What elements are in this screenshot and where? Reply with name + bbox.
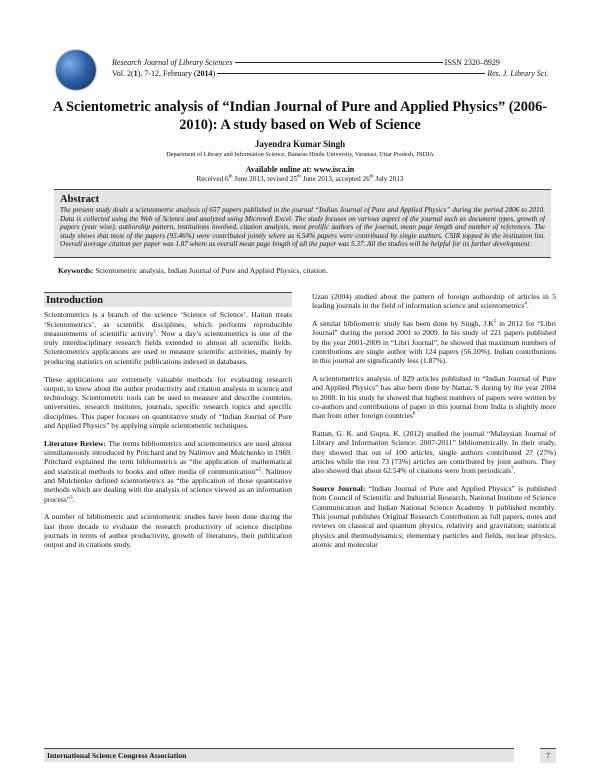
abstract-box xyxy=(54,189,551,258)
volume-info: Vol. 2(1), 7-12, February (2014) xyxy=(112,69,216,78)
footer-organization: International Science Congress Association xyxy=(44,748,514,762)
availability: Available online at: www.isca.in xyxy=(245,165,355,174)
intro-paragraph-2: These applications are extremely valuable methods for evaluating research output, to know about the author productivity and citation analysis in science and technology. Scientometric tools can be used to measure and describe countries, universities, research institutes, journals, specific research topics and specific disciplines. This paper focuses on quantitative study of “Indian Journal of Pure and Applied Physics” by applying simple scientometric techniques. xyxy=(44,374,292,431)
intro-paragraph-1: Scientometrics is a branch of the science ‘Science of Science’. Haitun treats ‘Scientometrics’, as scientific disciplines, which performs reproducible measurements of scientific activity$^1$. Now a day’s scientometrics is one of the truly interdisciplinary research fields extended to almost all scientific fields. Scientometrics applications are used to measure scientific activities, mainly by producing statistics on scientific publications indexed in databases. xyxy=(44,310,292,366)
header-line-1 xyxy=(112,57,556,68)
header-line-2 xyxy=(112,68,556,79)
abstract-text: The present study deals a scientometric analysis of 657 papers published in the journal “Indian Journal of Pure and Applied Physics” during the period 2006 to 2010. Data is collected using the Web of Science and analyzed using Microsoft Excel. The study focuses on various aspect of the journal such as document types, growth of papers (year wise), authorship pattern, institutions involved, citation analysis, most prolific authors of the journal, mean page length and number of references. The study shows that most of the papers (93.46%) were contributed jointly where as 6.54% papers were contributed by single authors. CSIR topped in the institution list. Overall average citation per paper was 1.87 where as overall mean page length of all the paper was 5.37. All the studies will be helpful for its further development. xyxy=(60,206,545,248)
page-number: 7 xyxy=(540,748,556,763)
intro-paragraph-4: A number of bibliometric and scientometric studies have been done during the last three decade to evaluate the research productivity of science discipline journals in terms of author productivity, growth of literatures, their publication output and in citations study. xyxy=(44,512,292,550)
author-name: Jayendra Kumar Singh xyxy=(254,139,346,149)
right-paragraph-3: A scientometrics analysis of 829 articles published in “Indian Journal of Pure and Applied Physics” has also been done by Nattar, S during by the year 2004 to 2008. In his study he showed that highest numbers of papers were written by co-authors and contributions of paper in this journal from India is slightly more than from other foreign countries$^6$ xyxy=(312,374,556,421)
issn: ISSN 2320–8929 xyxy=(444,58,500,67)
journal-logo xyxy=(56,50,96,90)
right-column xyxy=(312,292,556,558)
header-rule xyxy=(217,72,485,74)
journal-name: Research Journal of Library Sciences xyxy=(112,58,233,67)
literature-review-paragraph: Literature Review: The terms bibliometrics and scientometrics are used almost simultaneously introduced by Pritchard and by Nalimov and Mulchenko in 1969. Pritchard explained the term bibliometrics as “the application of mathematical and statistical methods to books and other media of communication”$^2$. Nalimov and Mulchenko defined scientometrics as “the application of those quantitative methods which are dealing with the analysis of science viewed as an information process”$^3$. xyxy=(44,438,293,504)
right-paragraph-4: Rattan, G. K. and Gupta, K. (2012) studied the journal “Malaysian Journal of Library and Information Science: 2007-2011” bibliometrically. In their study, they showed that out of 100 articles, single authors contributed 27 (27%) articles while the rest 73 (73%) articles are contributed by joint authors. They also showed that about 62.54% of citations were from periodicals$^7$. xyxy=(312,429,556,476)
keywords: Keywords: Scientometric analysis, Indian Journal of Pure and Applied Physics, citation. xyxy=(58,266,328,275)
journal-abbrev: Res. J. Library Sci. xyxy=(487,69,549,78)
right-paragraph-2: A similar bibliometric study has been done by Singh, $J.K^5$ in 2012 for “Libri Journal” during the period 2001 to 2009. In his study of 221 papers published by the year 2001-2009 in “Libri Journal”, he showed that maximum numbers of contributions are single author with 124 papers (56.10%). Indian contributions in this journal are significantly less (1.87%). xyxy=(312,319,556,366)
header-rule xyxy=(235,61,443,63)
abstract-heading: Abstract xyxy=(60,194,100,205)
introduction-heading: Introduction xyxy=(44,292,292,307)
left-column xyxy=(44,292,292,558)
paper-title: A Scientometric analysis of “Indian Journal of Pure and Applied Physics” (2006-2010): A study based on Web of Science xyxy=(52,99,548,133)
right-paragraph-1: Uzan (2004) studied about the pattern of foreign authorship of articles in 5 leading journals in the field of information science and scientometrics$^4$. xyxy=(312,292,556,311)
source-journal-paragraph: Source Journal: “Indian Journal of Pure and Applied Physics” is published from Council of Scientific and Industrial Research, National Institute of Science Communication and Indian National Science Academy. It published monthly. This journal publishes Original Research Contribution as full papers, notes and reviews on classical and quantum physics, relativity and gravitation; statistical physics and thermodynamics; elementary particles and fields, nuclear physics, atomic and molecular xyxy=(312,484,557,549)
author-affiliation: Department of Library and Information Science, Banaras Hindu University, Varanasi, Uttar Pradesh, INDIA xyxy=(166,151,434,158)
received-dates: Received 6th June 2013, revised 25th June 2013, accepted 26th July 2013 xyxy=(196,174,404,183)
